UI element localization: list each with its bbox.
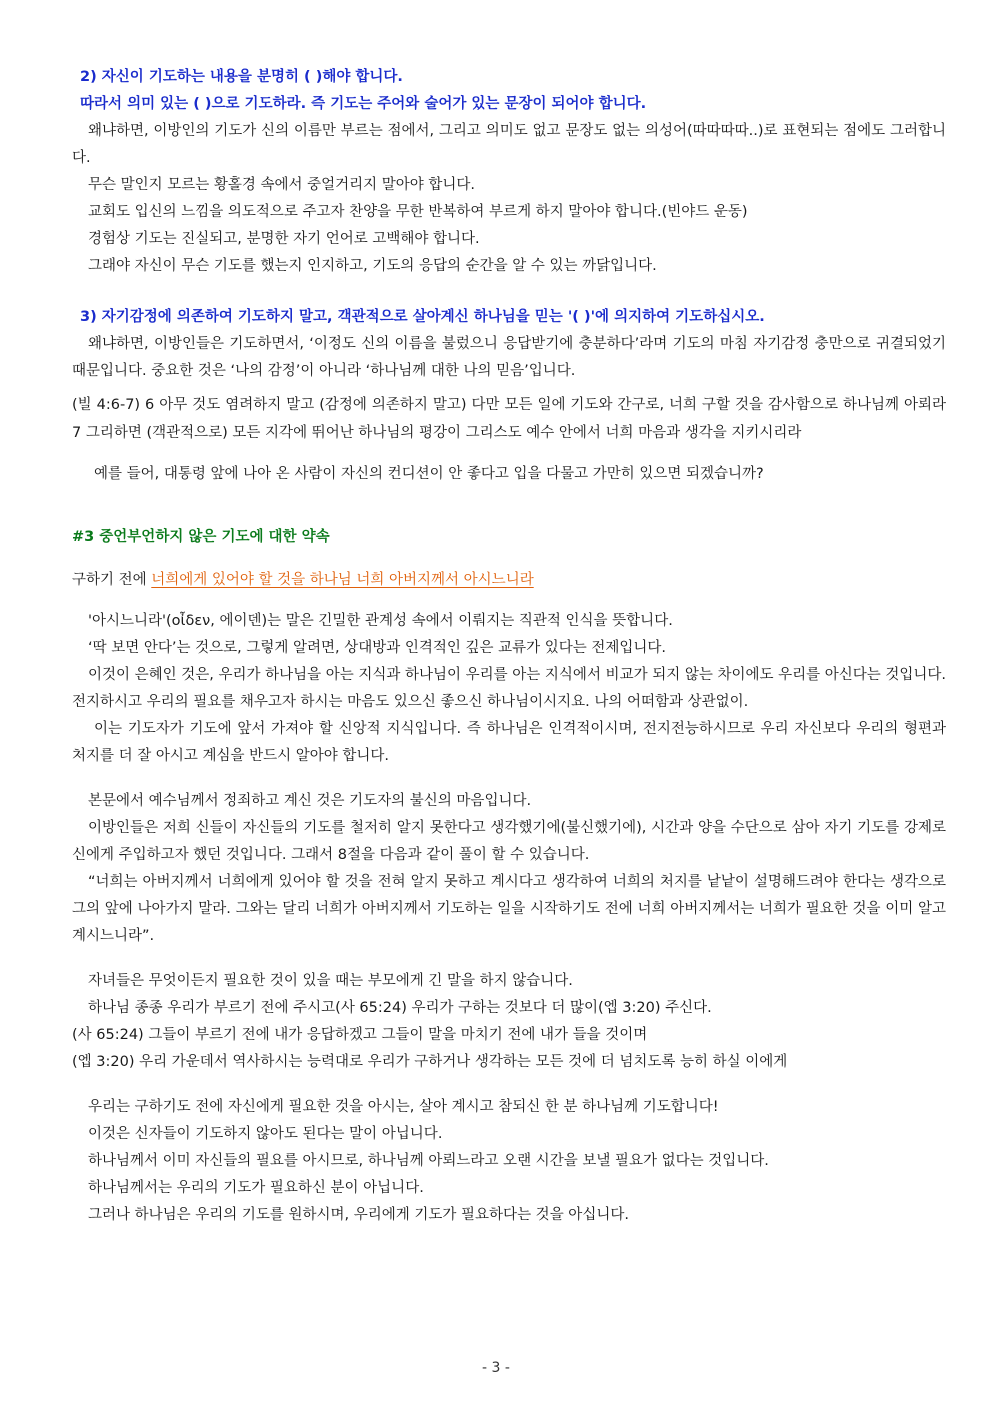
section2-heading-2: 따라서 의미 있는 ( )으로 기도하라. 즉 기도는 주어와 술어가 있는 문장이 되어야 합니다.: [80, 96, 647, 112]
section4-paragraph-6: 이방인들은 저희 신들이 자신들의 기도를 철저히 알지 못한다고 생각했기에(불신했기에), 시간과 양을 수단으로 삼아 자기 기도를 강제로 신에게 주입하고자 했던 것입니다. 그래서 8절을 다음과 같이 풀이 할 수 있습니다.: [72, 820, 946, 863]
section4-paragraph-8: 자녀들은 무엇이든지 필요한 것이 있을 때는 부모에게 긴 말을 하지 않습니다.: [88, 973, 573, 989]
section4-paragraph-12: 하나님께서 이미 자신들의 필요를 아시므로, 하나님께 아뢰느라고 오랜 시간을 보낼 필요가 없다는 것입니다.: [88, 1153, 769, 1169]
section4-paragraph-10: 우리는 구하기도 전에 자신에게 필요한 것을 아시는, 살아 계시고 참되신 한 분 하나님께 기도합니다!: [88, 1099, 719, 1115]
section4-heading: #3 중언부언하지 않은 기도에 대한 약속: [72, 529, 330, 545]
philippians-verse: (빌 4:6-7) 6 아무 것도 염려하지 말고 (감정에 의존하지 말고) 다만 모든 일에 기도와 간구로, 너희 구할 것을 감사함으로 하나님께 아뢰라 7 그리하면 (객관적으로) 모든 지각에 뛰어난 하나님의 평강이 그리스도 예수 안에서 너희 마음과 생각을 지키시리라: [72, 397, 946, 441]
spacer: [72, 447, 946, 461]
section4-paragraph-11: 이것은 신자들이 기도하지 않아도 된다는 말이 아닙니다.: [88, 1126, 443, 1142]
section2-paragraph-3: 교회도 입신의 느낌을 의도적으로 주고자 찬양을 무한 반복하여 부르게 하지 말아야 합니다.(빈야드 운동): [88, 204, 748, 220]
section4-paragraph-3: 이것이 은혜인 것은, 우리가 하나님을 아는 지식과 하나님이 우리를 아는 지식에서 비교가 되지 않는 차이에도 우리를 아신다는 것입니다. 전지하시고 우리의 필요를 채우고자 하시는 마음도 있으신 좋으신 하나님이시지요. 나의 어떠함과 상관없이.: [72, 667, 946, 710]
isaiah-verse: (사 65:24) 그들이 부르기 전에 내가 응답하겠고 그들이 말을 마치기 전에 내가 들을 것이며: [72, 1027, 648, 1043]
spacer: [72, 1076, 946, 1094]
intro-highlight: 너희에게 있어야 할 것을 하나님 너희 아버지께서 아시느니라: [151, 572, 534, 588]
intro-prefix: 구하기 전에: [72, 572, 152, 588]
ephesians-verse: (엡 3:20) 우리 가운데서 역사하시는 능력대로 우리가 구하거나 생각하는 모든 것에 더 넘치도록 능히 하실 이에게: [72, 1054, 788, 1070]
section2-paragraph-5: 그래야 자신이 무슨 기도를 했는지 인지하고, 기도의 응답의 순간을 알 수 있는 까닭입니다.: [88, 258, 657, 274]
section3-heading: 3) 자기감정에 의존하여 기도하지 말고, 객관적으로 살아계신 하나님을 믿는 '( )'에 의지하여 기도하십시오.: [80, 309, 765, 325]
spacer: [72, 488, 946, 524]
section4-paragraph-1: '아시느니라'(οἶδεν, 에이덴)는 말은 긴밀한 관계성 속에서 이뤄지는 직관적 인식을 뜻합니다.: [88, 613, 673, 629]
section4-paragraph-9: 하나님 종종 우리가 부르기 전에 주시고(사 65:24) 우리가 구하는 것보다 더 많이(엡 3:20) 주신다.: [88, 1000, 712, 1016]
document-page: [72, 64, 946, 1229]
section4-paragraph-7: “너희는 아버지께서 너희에게 있어야 할 것을 전혀 알지 못하고 계시다고 생각하여 너희의 처지를 낱낱이 설명해드려야 한다는 생각으로 그의 앞에 나아가지 말라. 그와는 달리 너희가 아버지께서 기도하는 일을 시작하기도 전에 너희 아버지께서는 너희가 필요한 것을 이미 알고 계시느니라”.: [72, 874, 946, 944]
section3-paragraph-1: 왜냐하면, 이방인들은 기도하면서, ‘이정도 신의 이름을 불렀으니 응답받기에 충분하다’라며 기도의 마침 자기감정 충만으로 귀결되었기 때문입니다. 중요한 것은 ‘나의 감정’이 아니라 ‘하나님께 대한 나의 믿음’입니다.: [72, 336, 946, 379]
section4-paragraph-5: 본문에서 예수님께서 정죄하고 계신 것은 기도자의 불신의 마음입니다.: [88, 793, 532, 809]
spacer: [72, 551, 946, 567]
spacer: [72, 770, 946, 788]
page-number: - 3 -: [482, 1360, 510, 1376]
section2-paragraph-1: 왜냐하면, 이방인의 기도가 신의 이름만 부르는 점에서, 그리고 의미도 없고 문장도 없는 의성어(따따따따..)로 표현되는 점에도 그러합니다.: [72, 123, 946, 166]
section4-paragraph-13: 하나님께서는 우리의 기도가 필요하신 분이 아닙니다.: [88, 1180, 424, 1196]
section4-paragraph-2: ‘딱 보면 안다’는 것으로, 그렇게 알려면, 상대방과 인격적인 깊은 교류가 있다는 전제입니다.: [88, 640, 666, 656]
spacer: [72, 594, 946, 608]
spacer: [72, 950, 946, 968]
spacer: [72, 280, 946, 304]
section4-intro: [72, 567, 946, 594]
section4-paragraph-4: 이는 기도자가 기도에 앞서 가져야 할 신앙적 지식입니다. 즉 하나님은 인격적이시며, 전지전능하시므로 우리 자신보다 우리의 형편과 처지를 더 잘 아시고 계심을 반드시 알아야 합니다.: [72, 721, 946, 764]
section2-paragraph-4: 경험상 기도는 진실되고, 분명한 자기 언어로 고백해야 합니다.: [88, 231, 480, 247]
section4-paragraph-14: 그러나 하나님은 우리의 기도를 원하시며, 우리에게 기도가 필요하다는 것을 아십니다.: [88, 1207, 629, 1223]
section2-paragraph-2: 무슨 말인지 모르는 황홀경 속에서 중얼거리지 말아야 합니다.: [88, 177, 476, 193]
section3-paragraph-2: 예를 들어, 대통령 앞에 나아 온 사람이 자신의 컨디션이 안 좋다고 입을 다물고 가만히 있으면 되겠습니까?: [94, 466, 764, 482]
section2-heading-1: 2) 자신이 기도하는 내용을 분명히 ( )해야 합니다.: [80, 69, 403, 85]
